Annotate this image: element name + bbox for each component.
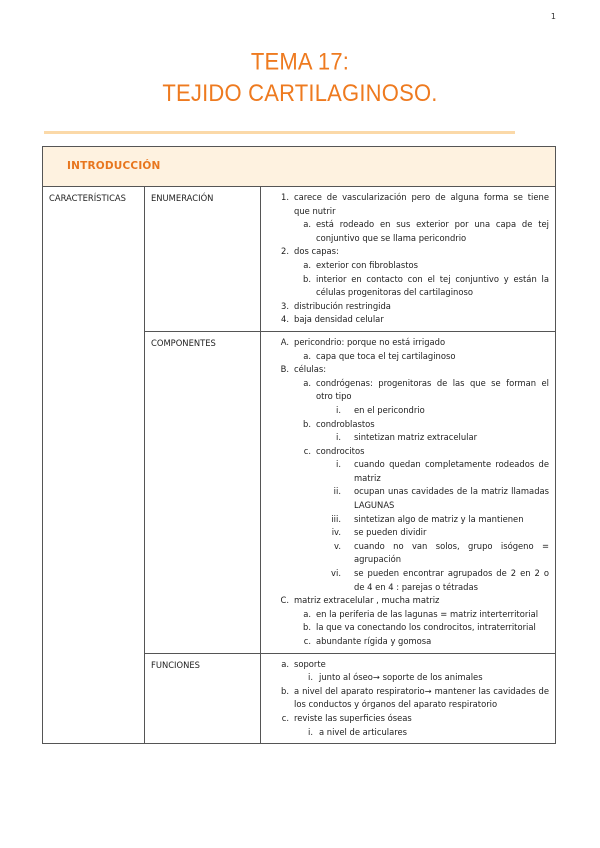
list-marker: vi. — [331, 568, 341, 579]
list-item — [269, 526, 549, 540]
list-item — [269, 245, 549, 259]
list-text: junto al óseo→ soporte de los animales — [319, 672, 483, 683]
table-header-row — [43, 147, 556, 187]
list-item — [269, 445, 549, 459]
list-marker: i. — [336, 404, 341, 415]
list-text: a nivel del aparato respiratorio→ mantener las cavidades de los conductos y órganos del aparato respiratorio — [294, 685, 549, 710]
list-text: pericondrio: porque no está irrigado — [294, 336, 446, 347]
category-cell — [145, 331, 261, 653]
list-text: distribución restringida — [294, 300, 391, 311]
section-label: CARACTERÍSTICAS — [49, 193, 126, 203]
list-marker: iv. — [331, 527, 341, 538]
list-text: en la periferia de las lagunas = matriz interterritorial — [316, 608, 539, 619]
list-text: capa que toca el tej cartilaginoso — [316, 350, 456, 361]
list-text: soporte — [294, 658, 326, 669]
list-marker: c. — [303, 636, 311, 646]
list-item — [269, 300, 549, 314]
list-marker: iii. — [331, 513, 341, 524]
list-marker: i. — [336, 459, 341, 470]
list-item — [269, 608, 549, 622]
title-line-2: TEJIDO CARTILAGINOSO. — [162, 79, 438, 107]
category-cell — [145, 653, 261, 744]
list-text: se pueden dividir — [354, 527, 427, 538]
list-item — [269, 259, 549, 273]
list-item — [269, 218, 549, 245]
list-item — [269, 336, 549, 350]
page-number: 1 — [550, 12, 556, 21]
list-marker: A. — [280, 336, 289, 347]
list-text: exterior con fibroblastos — [316, 259, 418, 270]
list-marker: B. — [280, 364, 289, 375]
list-item — [269, 685, 549, 712]
list-text: baja densidad celular — [294, 314, 384, 325]
list-text: cuando quedan completamente rodeados de matriz — [354, 459, 549, 483]
list-item — [269, 377, 549, 404]
list-marker: ii. — [333, 486, 341, 497]
table-row-enumeracion — [43, 187, 556, 332]
list-marker: 2. — [281, 246, 289, 257]
title-divider — [44, 131, 515, 134]
list-marker: a. — [303, 219, 311, 230]
list-item — [269, 363, 549, 377]
list-marker: a. — [281, 658, 289, 669]
list-item — [269, 350, 549, 364]
list-text: cuando no van solos, grupo isógeno = agrupación — [354, 540, 549, 565]
category-label-funciones: FUNCIONES — [151, 659, 200, 670]
list-text: en el pericondrio — [354, 404, 425, 415]
table-header-cell — [43, 147, 556, 187]
list-item — [269, 726, 549, 740]
list-marker: i. — [308, 672, 313, 683]
list-marker: c. — [281, 712, 289, 723]
content-cell-enumeracion — [261, 187, 556, 332]
list-item — [269, 540, 549, 567]
list-text: ocupan unas cavidades de la matriz llamadas LAGUNAS — [354, 486, 549, 511]
category-label-componentes: COMPONENTES — [151, 337, 216, 348]
list-marker: i. — [308, 726, 313, 737]
list-marker: a. — [303, 259, 311, 270]
list-item — [269, 635, 549, 649]
list-text: se pueden encontrar agrupados de 2 en 2 o de 4 en 4 : parejas o tétradas — [354, 568, 549, 592]
section-cell — [43, 187, 145, 744]
title-line-1: TEMA 17: — [250, 47, 350, 75]
list-item — [269, 594, 549, 608]
list-item — [269, 418, 549, 432]
list-item — [269, 458, 549, 485]
list-text: a nivel de articulares — [319, 726, 407, 737]
list-item — [269, 658, 549, 672]
list-enumeracion — [261, 187, 555, 331]
list-item — [269, 513, 549, 527]
list-text: condrógenas: progenitoras de las que se forman el otro tipo — [316, 377, 549, 402]
list-marker: v. — [334, 540, 341, 551]
content-cell-funciones — [261, 653, 556, 744]
list-text: matriz extracelular , mucha matriz — [294, 595, 440, 606]
list-item — [269, 671, 549, 685]
list-marker: a. — [303, 608, 311, 619]
list-text: dos capas: — [294, 246, 339, 257]
list-text: reviste las superficies óseas — [294, 712, 412, 723]
list-text: interior en contacto con el tej conjuntivo y están la células progenitoras del cartilaginoso — [316, 273, 549, 298]
list-item — [269, 404, 549, 418]
list-marker: 1. — [281, 192, 289, 202]
list-item — [269, 485, 549, 512]
list-marker: b. — [303, 622, 311, 633]
category-label-enumeracion: ENUMERACIÓN — [151, 193, 214, 203]
list-item — [269, 712, 549, 726]
list-text: células: — [294, 364, 327, 375]
list-text: carece de vascularización pero de alguna forma se tiene que nutrir — [294, 192, 549, 216]
list-marker: b. — [303, 273, 311, 284]
list-text: sintetizan matriz extracelular — [354, 432, 478, 443]
notes-table — [42, 146, 556, 744]
list-text: condrocitos — [316, 445, 365, 456]
list-item — [269, 313, 549, 327]
list-text: la que va conectando los condrocitos, intraterritorial — [316, 622, 536, 633]
list-funciones — [261, 654, 555, 744]
list-marker: c. — [303, 445, 311, 456]
list-item — [269, 621, 549, 635]
list-marker: 4. — [281, 314, 289, 325]
list-componentes — [261, 332, 555, 653]
category-cell — [145, 187, 261, 332]
list-item — [269, 273, 549, 300]
list-text: está rodeado en sus exterior por una capa de tej conjuntivo que se llama pericondrio — [316, 219, 549, 243]
list-text: abundante rígida y gomosa — [316, 636, 432, 646]
list-marker: i. — [336, 432, 341, 443]
list-marker: C. — [280, 595, 289, 606]
list-item — [269, 431, 549, 445]
list-item — [269, 567, 549, 594]
page-title — [0, 46, 600, 109]
list-marker: 3. — [281, 300, 289, 311]
list-marker: a. — [303, 350, 311, 361]
list-marker: a. — [303, 377, 311, 388]
list-marker: b. — [281, 685, 289, 696]
list-item — [269, 191, 549, 218]
list-marker: b. — [303, 418, 311, 429]
list-text: condroblastos — [316, 418, 375, 429]
section-header: INTRODUCCIÓN — [67, 159, 161, 172]
content-cell-componentes — [261, 331, 556, 653]
list-text: sintetizan algo de matriz y la mantienen — [354, 513, 524, 524]
